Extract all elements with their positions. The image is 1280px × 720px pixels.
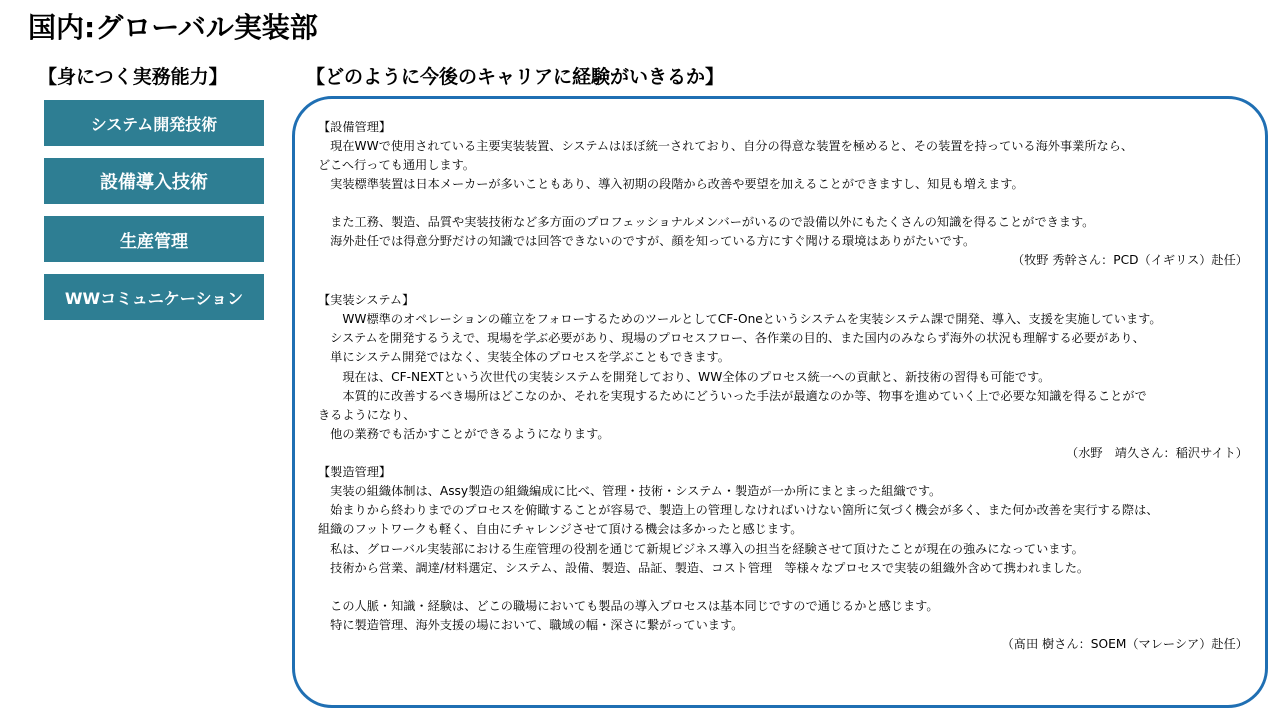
system-line: 現在は、CF-NEXTという次世代の実装システムを開発しており、WW全体のプロセス統一への貢献と、新技術の習得も可能です。	[318, 370, 1051, 384]
production-line: 技術から営業、調達/材料選定、システム、設備、製造、品証、製造、コスト管理 等様々なプロセスで実装の組織外含めて携われました。	[318, 561, 1090, 575]
production-line: 始まりから終わりまでのプロセスを俯瞰することが容易で、製造上の管理しなければいけない箇所に気づく機会が多く、また何か改善を実行する際は、	[318, 503, 1159, 517]
system-line: きるようになり、	[318, 408, 416, 422]
skill-production-management: 生産管理	[44, 216, 264, 262]
section-heading-production: 【製造管理】	[318, 465, 392, 479]
section-heading-system: 【実装システム】	[318, 293, 415, 307]
production-line: 特に製造管理、海外支援の場において、職域の幅・深さに繋がっています。	[318, 618, 744, 632]
system-line: システムを開発するうえで、現場を学ぶ必要があり、現場のプロセスフロー、各作業の目的、また国内のみならず海外の状況も理解する必要があり、	[318, 331, 1145, 345]
production-credit: （髙田 樹さん：SOEM（マレーシア）赴任）	[1001, 637, 1248, 651]
system-line: WW標準のオペレーションの確立をフォローするためのツールとしてCF-Oneというシステムを実装システム課で開発、導入、支援を実施しています。	[318, 312, 1162, 326]
production-line: 実装の組織体制は、Assy製造の組織編成に比べ、管理・技術・システム・製造が一か所にまとまった組織です。	[318, 484, 942, 498]
production-line: この人脈・知識・経験は、どこの職場においても製品の導入プロセスは基本同じですので通じるかと感じます。	[318, 599, 939, 613]
skills-heading: 【身につく実務能力】	[38, 66, 228, 88]
equipment-credit: （牧野 秀幹さん：PCD（イギリス）赴任）	[1011, 253, 1248, 267]
equipment-line: 海外赴任では得意分野だけの知識では回答できないのですが、顔を知っている方にすぐ聞ける環境はありがたいです。	[318, 234, 976, 248]
system-line: 他の業務でも活かすことができるようになります。	[318, 427, 610, 441]
section-heading-equipment: 【設備管理】	[318, 120, 392, 134]
system-line: 本質的に改善するべき場所はどこなのか、それを実現するためにどういった手法が最適なのか等、物事を進めていく上で必要な知識を得ることがで	[318, 389, 1147, 403]
page-title: 国内:グローバル実装部	[28, 11, 318, 44]
production-line: 組織のフットワークも軽く、自由にチャレンジさせて頂ける機会は多かったと感じます。	[318, 522, 803, 536]
skill-system-development: システム開発技術	[44, 100, 264, 146]
equipment-line: 実装標準装置は日本メーカーが多いこともあり、導入初期の段階から改善や要望を加えることができますし、知見も増えます。	[318, 177, 1024, 191]
equipment-line: 現在WWで使用されている主要実装装置、システムはほぼ統一されており、自分の得意な装置を極めると、その装置を持っている海外事業所なら、	[318, 139, 1134, 153]
system-line: 単にシステム開発ではなく、実装全体のプロセスを学ぶこともできます。	[318, 350, 730, 364]
equipment-line: どこへ行っても通用します。	[318, 158, 475, 172]
equipment-line: また工務、製造、品質や実装技術など多方面のプロフェッショナルメンバーがいるので設備以外にもたくさんの知識を得ることができます。	[318, 215, 1095, 229]
system-credit: （水野 靖久さん：稲沢サイト）	[1066, 446, 1248, 460]
skill-equipment-introduction: 設備導入技術	[44, 158, 264, 204]
skill-ww-communication: WWコミュニケーション	[44, 274, 264, 320]
career-heading: 【どのように今後のキャリアに経験がいきるか】	[306, 66, 725, 88]
production-line: 私は、グローバル実装部における生産管理の役割を通じて新規ビジネス導入の担当を経験させて頂けたことが現在の強みになっています。	[318, 542, 1084, 556]
